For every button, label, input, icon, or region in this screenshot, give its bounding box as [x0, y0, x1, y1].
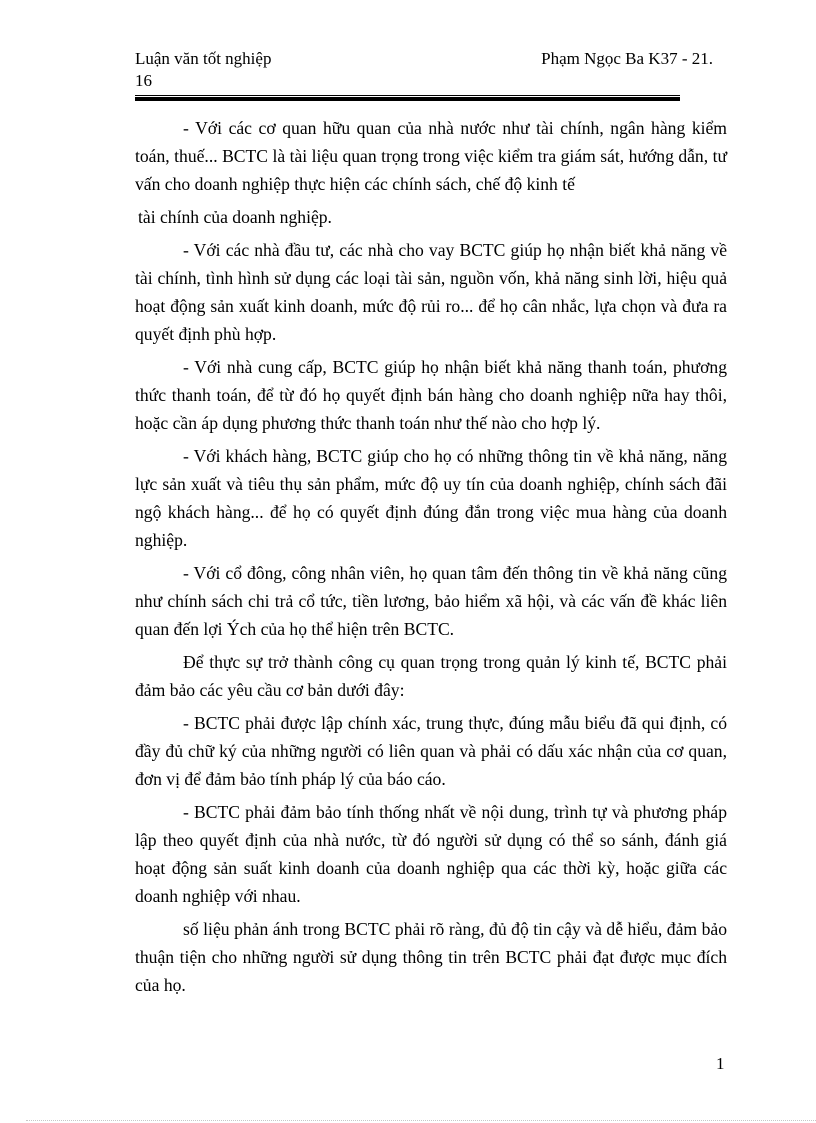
paragraph-shareholders: - Với cổ đông, công nhân viên, họ quan tâm đến thông tin về khả năng cũng như chính sách chi trả cổ tức, tiền lương, bảo hiểm xã hội, và các vấn đề khác liên quan đến lợi Ých của họ thể hiện trên BCTC.: [135, 563, 727, 639]
paragraph-requirements-intro: Để thực sự trở thành công cụ quan trọng trong quản lý kinh tế, BCTC phải đảm bảo các yêu cầu cơ bản dưới đây:: [135, 652, 727, 700]
header-thesis-title: Luận văn tốt nghiệp: [135, 49, 272, 68]
page-number: 1: [716, 1054, 725, 1073]
paragraph-requirement-consistency: - BCTC phải đảm bảo tính thống nhất về nội dung, trình tự và phương pháp lập theo quyết định của nhà nước, từ đó người sử dụng có thể so sánh, đánh giá hoạt động sản suất kinh doanh của doanh nghiệp qua các thời kỳ, hoặc giữa các doanh nghiệp với nhau.: [135, 802, 727, 906]
header-author: Phạm Ngọc Ba K37 - 21.: [541, 49, 713, 68]
paragraph-government-agencies: - Với các cơ quan hữu quan của nhà nước như tài chính, ngân hàng kiểm toán, thuế... BCTC là tài liệu quan trọng trong việc kiểm tra giám sát, hướng dẫn, tư vấn cho doanh nghiệp thực hiện các chính sách, chế độ kinh tế: [135, 118, 727, 194]
header-number: 16: [135, 71, 152, 90]
document-body: [135, 114, 727, 1004]
paragraph-customers: - Với khách hàng, BCTC giúp cho họ có những thông tin về khả năng, năng lực sản xuất và tiêu thụ sản phẩm, mức độ uy tín của doanh nghiệp, chính sách đãi ngộ khách hàng... để họ có quyết định đúng đắn trong việc mua hàng của doanh nghiệp.: [135, 446, 727, 550]
paragraph-suppliers: - Với nhà cung cấp, BCTC giúp họ nhận biết khả năng thanh toán, phương thức thanh toán, để từ đó họ quyết định bán hàng cho doanh nghiệp nữa hay thôi, hoặc cần áp dụng phương thức thanh toán như thế nào cho hợp lý.: [135, 357, 727, 433]
paragraph-investors: - Với các nhà đầu tư, các nhà cho vay BCTC giúp họ nhận biết khả năng về tài chính, tình hình sử dụng các loại tài sản, nguồn vốn, khả năng sinh lời, hiệu quả hoạt động sản xuất kinh doanh, mức độ rủi ro... để họ cân nhắc, lựa chọn và đưa ra quyết định phù hợp.: [135, 240, 727, 344]
header-rule: [135, 95, 680, 102]
paragraph-continuation: tài chính của doanh nghiệp.: [138, 207, 332, 227]
paragraph-requirement-clarity: số liệu phản ánh trong BCTC phải rõ ràng, đủ độ tin cậy và dễ hiểu, đảm bảo thuận tiện cho những người sử dụng thông tin trên BCTC phải đạt được mục đích của họ.: [135, 919, 727, 995]
page-bottom-border: [26, 1120, 816, 1121]
paragraph-requirement-accuracy: - BCTC phải được lập chính xác, trung thực, đúng mẫu biểu đã qui định, có đầy đủ chữ ký của những người có liên quan và phải có dấu xác nhận của cơ quan, đơn vị để đảm bảo tính pháp lý của báo cáo.: [135, 713, 727, 789]
